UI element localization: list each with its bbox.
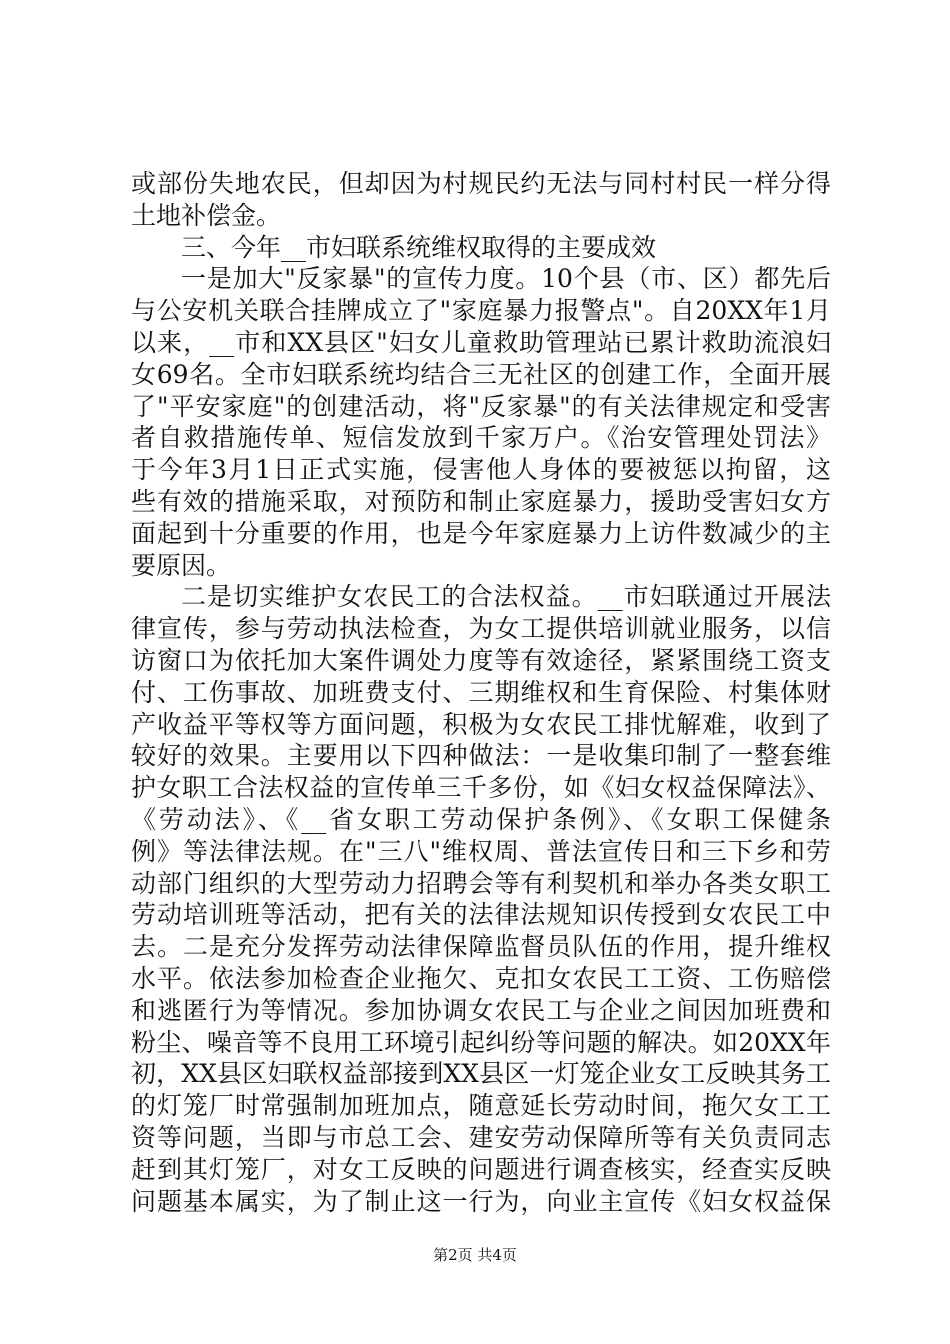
text-line: 的灯笼厂时常强制加班加点，随意延长劳动时间，拖欠女工工: [131, 1091, 831, 1121]
section-heading: 三、今年__市妇联系统维权取得的主要成效: [181, 232, 657, 262]
text-line: 水平。依法参加检查企业拖欠、克扣女农民工工资、工伤赔偿: [131, 963, 831, 993]
text-line: 土地补偿金。: [131, 200, 282, 230]
text-line: 付、工伤事故、加班费支付、三期维权和生育保险、村集体财: [131, 677, 831, 707]
page-number-footer: 第2页 共4页: [433, 1246, 517, 1264]
text-line: 些有效的措施采取，对预防和制止家庭暴力，援助受害妇女方: [131, 486, 831, 516]
text-line: 了"平安家庭"的创建活动，将"反家暴"的有关法律规定和受害: [131, 391, 831, 421]
text-line: 二是切实维护女农民工的合法权益。__市妇联通过开展法: [181, 582, 831, 612]
text-line: 赶到其灯笼厂，对女工反映的问题进行调查核实，经查实反映: [131, 1154, 831, 1184]
text-line: 去。二是充分发挥劳动法律保障监督员队伍的作用，提升维权: [131, 932, 831, 962]
text-line: 或部份失地农民，但却因为村规民约无法与同村村民一样分得: [131, 169, 831, 198]
text-line: 和逃匿行为等情况。参加协调女农民工与企业之间因加班费和: [131, 995, 831, 1025]
text-line: 要原因。: [131, 550, 232, 580]
text-line: 《劳动法》、《__省女职工劳动保护条例》、《女职工保健条: [131, 804, 831, 834]
text-line: 护女职工合法权益的宣传单三千多份，如《妇女权益保障法》、: [131, 773, 831, 803]
text-line: 产收益平等权等方面问题，积极为女农民工排忧解难，收到了: [131, 709, 831, 739]
text-line: 一是加大"反家暴"的宣传力度。10个县（市、区）都先后: [181, 264, 831, 294]
text-line: 粉尘、噪音等不良用工环境引起纠纷等问题的解决。如20XX年: [131, 1027, 831, 1057]
text-line: 资等问题，当即与市总工会、建安劳动保障所等有关负责同志: [131, 1122, 831, 1152]
text-line: 律宣传，参与劳动执法检查，为女工提供培训就业服务，以信: [131, 614, 831, 644]
text-line: 以来，__市和XX县区"妇女儿童救助管理站已累计救助流浪妇: [131, 327, 831, 357]
text-line: 与公安机关联合挂牌成立了"家庭暴力报警点"。自20XX年1月: [131, 296, 831, 326]
document-body: [131, 168, 831, 1217]
text-line: 较好的效果。主要用以下四种做法：一是收集印制了一整套维: [131, 741, 831, 771]
text-line: 动部门组织的大型劳动力招聘会等有利契机和举办各类女职工: [131, 868, 831, 898]
text-line: 问题基本属实，为了制止这一行为，向业主宣传《妇女权益保: [131, 1186, 831, 1216]
text-line: 初，XX县区妇联权益部接到XX县区一灯笼企业女工反映其务工: [131, 1059, 831, 1089]
text-line: 劳动培训班等活动，把有关的法律法规知识传授到女农民工中: [131, 900, 831, 930]
text-line: 面起到十分重要的作用，也是今年家庭暴力上访件数减少的主: [131, 518, 831, 548]
text-line: 女69名。全市妇联系统均结合三无社区的创建工作，全面开展: [131, 359, 831, 389]
text-line: 者自救措施传单、短信发放到千家万户。《治安管理处罚法》: [131, 423, 831, 453]
text-line: 于今年3月1日正式实施，侵害他人身体的要被惩以拘留，这: [131, 455, 831, 485]
text-line: 例》等法律法规。在"三八"维权周、普法宣传日和三下乡和劳: [131, 836, 831, 866]
text-line: 访窗口为依托加大案件调处力度等有效途径，紧紧围绕工资支: [131, 645, 831, 675]
